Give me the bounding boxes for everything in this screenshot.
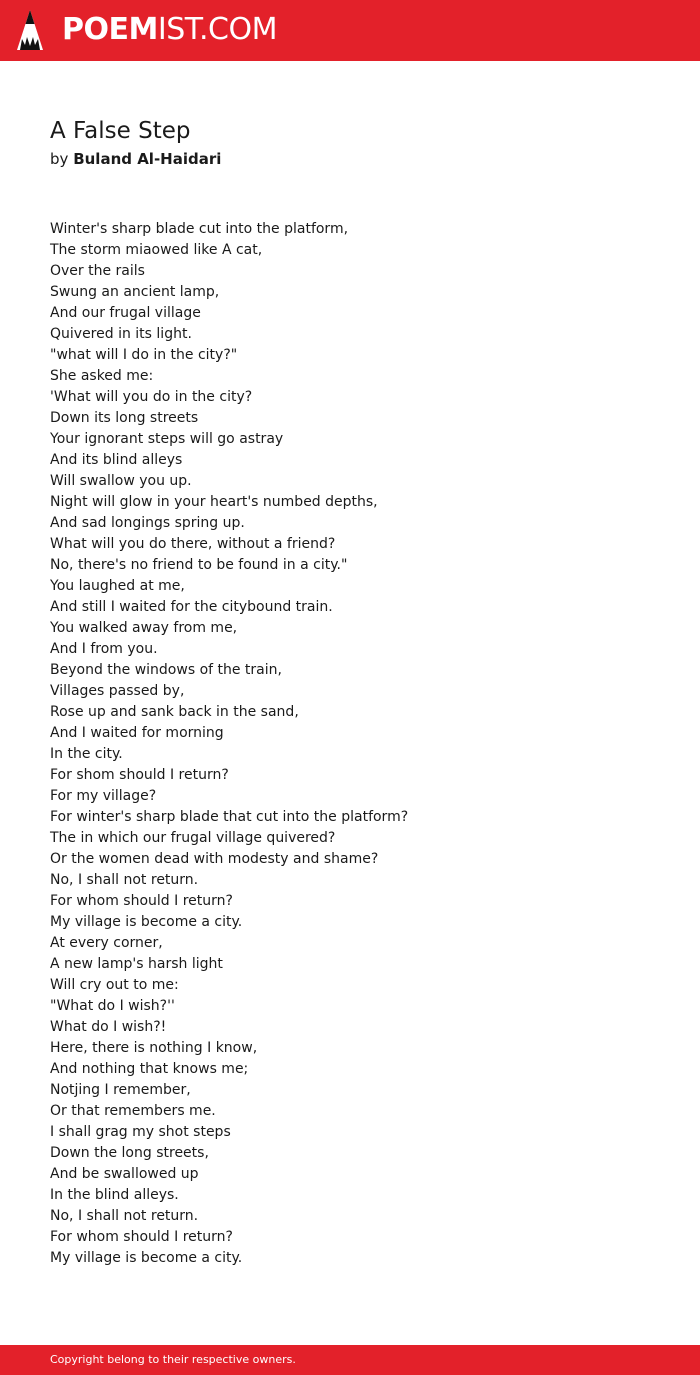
poem-line: For shom should I return?	[50, 767, 229, 783]
poem-line: Over the rails	[50, 263, 145, 279]
poem-line: 'What will you do in the city?	[50, 389, 253, 405]
poem-line: For whom should I return?	[50, 1229, 233, 1245]
poem-line: The storm miaowed like A cat,	[50, 242, 263, 258]
poem-line: Notjing I remember,	[50, 1082, 191, 1098]
poem-line: For my village?	[50, 788, 157, 804]
poem-line: Night will glow in your heart's numbed depths,	[50, 494, 378, 510]
logo-brand-bold: POEM	[62, 12, 158, 47]
poem-line: Will cry out to me:	[50, 977, 179, 993]
byline	[50, 149, 221, 169]
poem-line: My village is become a city.	[50, 1250, 243, 1266]
poem-line: Winter's sharp blade cut into the platform,	[50, 221, 349, 237]
by-label: by	[50, 150, 69, 168]
poem-line: You laughed at me,	[50, 578, 185, 594]
poem-line: Villages passed by,	[50, 683, 185, 699]
logo-brand-light: IST.COM	[157, 12, 277, 47]
poem-line: You walked away from me,	[50, 620, 238, 636]
poem-line: And sad longings spring up.	[50, 515, 245, 531]
poem-line: Down its long streets	[50, 410, 199, 426]
poem-line: And our frugal village	[50, 305, 201, 321]
poem-title: A False Step	[50, 118, 191, 144]
poem-line: No, I shall not return.	[50, 872, 199, 888]
poem-line: Or that remembers me.	[50, 1103, 216, 1119]
poem-line: Or the women dead with modesty and shame?	[50, 851, 379, 867]
poem-line: In the blind alleys.	[50, 1187, 179, 1203]
poem-line: Beyond the windows of the train,	[50, 662, 282, 678]
poem-line: Your ignorant steps will go astray	[50, 431, 284, 447]
poem-line: What do I wish?!	[50, 1019, 167, 1035]
poem-line: For winter's sharp blade that cut into the platform?	[50, 809, 409, 825]
poem-line: She asked me:	[50, 368, 154, 384]
poem-line: "What do I wish?''	[50, 998, 175, 1014]
poem-line: I shall grag my shot steps	[50, 1124, 231, 1140]
poem-line: And be swallowed up	[50, 1166, 199, 1182]
author-name: Buland Al-Haidari	[73, 150, 222, 168]
poem-line: No, there's no friend to be found in a city."	[50, 557, 348, 573]
poem-line: In the city.	[50, 746, 123, 762]
poem-line: Quivered in its light.	[50, 326, 192, 342]
poem-line: And its blind alleys	[50, 452, 183, 468]
poem-line: Here, there is nothing I know,	[50, 1040, 258, 1056]
site-header	[0, 0, 700, 61]
poem-line: And still I waited for the citybound train.	[50, 599, 333, 615]
pencil-tip-icon[interactable]	[16, 9, 44, 51]
site-logo[interactable]	[62, 12, 277, 48]
poem-line: And I from you.	[50, 641, 158, 657]
poem-line: Will swallow you up.	[50, 473, 192, 489]
poem-line: At every corner,	[50, 935, 163, 951]
poem-line: Rose up and sank back in the sand,	[50, 704, 299, 720]
poem-line: A new lamp's harsh light	[50, 956, 223, 972]
poem-line: And I waited for morning	[50, 725, 224, 741]
poem-line: "what will I do in the city?"	[50, 347, 238, 363]
poem-line: No, I shall not return.	[50, 1208, 199, 1224]
poem-line: For whom should I return?	[50, 893, 233, 909]
poem-body	[50, 219, 670, 1269]
poem-line: Down the long streets,	[50, 1145, 209, 1161]
poem-line: What will you do there, without a friend?	[50, 536, 336, 552]
poem-line: My village is become a city.	[50, 914, 243, 930]
site-footer	[0, 1345, 700, 1375]
poem-line: And nothing that knows me;	[50, 1061, 249, 1077]
poem-line: The in which our frugal village quivered?	[50, 830, 336, 846]
poem-line: Swung an ancient lamp,	[50, 284, 220, 300]
copyright-notice: Copyright belong to their respective owners.	[50, 1353, 296, 1366]
